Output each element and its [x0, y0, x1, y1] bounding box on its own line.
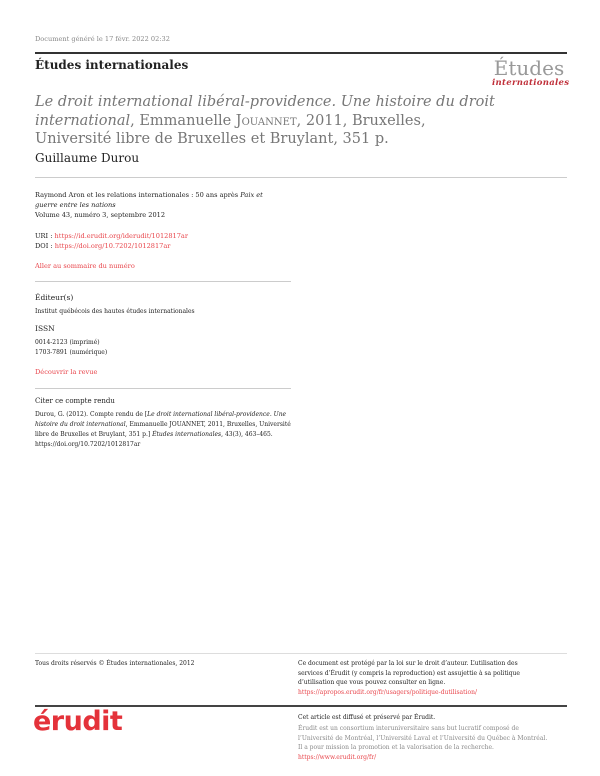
doi-line: [35, 242, 170, 252]
book-author: Jouannet: [235, 112, 297, 129]
publisher: Institut québécois des hautes études internationales: [35, 308, 195, 315]
issn-label: ISSN: [35, 324, 55, 333]
policy-link[interactable]: https://apropos.erudit.org/fr/usagers/politique-dutilisation/: [298, 689, 477, 696]
theme-italic: Paix et guerre entre les nations: [35, 191, 263, 209]
title-part: , 2011, Bruxelles, Université libre de Bruxelles et Bruylant, 351 p.: [35, 112, 426, 147]
title-part: , Emmanuelle: [130, 112, 236, 129]
logo-bottom: internationales: [492, 78, 570, 88]
article-title: [35, 93, 495, 149]
journal-name: Études internationales: [35, 58, 189, 72]
copyright-notice: Ce document est protégé par la loi sur le droit d’auteur. L’utilisation des services d’Érudit (y compris la reproduction) est assujettie à sa politique d’utilisation que vous pouvez consulter en ligne.: [298, 660, 520, 687]
journal-logo: [492, 56, 570, 88]
title-italic: Le droit international libéral-providence. Une histoire du droit international: [35, 94, 495, 129]
top-rule: [35, 52, 567, 54]
issue-volume: Volume 43, numéro 3, septembre 2012: [35, 211, 166, 219]
erudit-logo: érudit: [33, 706, 123, 737]
publisher-label: Éditeur(s): [35, 293, 74, 302]
citation-journal: Études internationales: [152, 431, 222, 438]
uri-line: [35, 232, 188, 242]
issn-print: 0014-2123 (imprimé): [35, 339, 100, 346]
rights: Tous droits réservés © Études internationales, 2012: [35, 660, 195, 667]
logo-top: Études: [493, 56, 565, 80]
divider: [35, 281, 291, 282]
toc-link[interactable]: Aller au sommaire du numéro: [35, 262, 135, 270]
doi-label: DOI :: [35, 242, 55, 250]
cite-label: Citer ce compte rendu: [35, 397, 115, 405]
uri-label: URI :: [35, 232, 55, 240]
diffusion-text: Érudit est un consortium interuniversitaire sans but lucratif composé de l’Université de Montréal, l’Université Laval et l’Université du Québec à Montréal. Il a pour mission la promotion et la valorisation de la recherche.: [298, 725, 548, 752]
theme-text: Raymond Aron et les relations internationales : 50 ans après: [35, 191, 241, 199]
footer-divider: [35, 653, 567, 654]
erudit-link[interactable]: https://www.erudit.org/fr/: [298, 754, 377, 761]
discover-link[interactable]: Découvrir la revue: [35, 368, 98, 376]
issn-digital: 1703-7891 (numérique): [35, 349, 108, 356]
uri-link[interactable]: https://id.erudit.org/iderudit/1012817ar: [54, 232, 189, 240]
diffusion-title: Cet article est diffusé et préservé par Érudit.: [298, 714, 436, 721]
citation-part: , Emmanuelle JOUANNET, 2011, Bruxelles, Université libre de Bruxelles et Bruylant, 351 p.]: [35, 421, 291, 438]
doi-link[interactable]: https://doi.org/10.7202/1012817ar: [54, 242, 171, 250]
citation-part: Durou, G. (2012). Compte rendu de [: [35, 411, 148, 418]
reviewer-name: Guillaume Durou: [35, 151, 140, 165]
citation-title: Le droit international libéral-providence. Une histoire du droit international: [35, 411, 287, 428]
divider: [35, 177, 567, 178]
divider: [35, 388, 291, 389]
issue-theme: [35, 191, 285, 210]
generated-date: Document généré le 17 févr. 2022 02:32: [35, 35, 170, 43]
citation: [35, 410, 295, 450]
citation-part: , 43(3), 463–465. https://doi.org/10.7202/1012817ar: [35, 431, 273, 448]
